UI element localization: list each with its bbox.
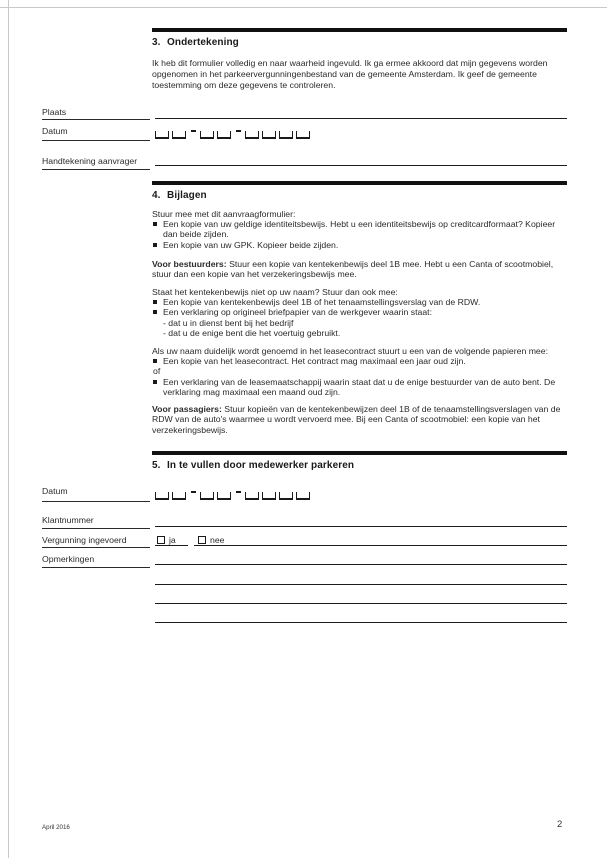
date-separator-dash	[236, 491, 241, 493]
opmerkingen-input-line-1[interactable]	[155, 564, 567, 565]
section4-heading	[152, 190, 207, 201]
bestuurders-paragraph	[152, 259, 569, 280]
datum-label-underline	[42, 140, 150, 141]
list-item	[152, 240, 569, 250]
klantnummer-label: Klantnummer	[42, 515, 94, 525]
section5-divider-bar	[152, 451, 567, 455]
list-item-text: Een verklaring op origineel briefpapier van de werkgever waarin staat:	[163, 307, 432, 318]
list-item-text: Een kopie van uw geldige identiteitsbewijs. Hebt u een identiteitsbewijs op creditcardformaat? Kopieer dan beide zijden.	[163, 219, 556, 240]
list-subitem-text: - dat u de enige bent die het voertuig gebruikt.	[163, 327, 341, 338]
section3-intro-text: Ik heb dit formulier volledig en naar waarheid ingevuld. Ik ga ermee akkoord dat mijn gegevens worden opgenomen in het parkeervergunningenbestand van de gemeente Amsterdam. Ik geef de gemeente toestemming om deze gegevens te controleren.	[152, 58, 548, 90]
section3-divider-bar	[152, 28, 567, 32]
datum-date-boxes	[155, 129, 313, 139]
passagiers-lead: Voor passagiers:	[152, 404, 222, 414]
list-item-text: Een verklaring van de leasemaatschappij waarin staat dat u de enige bestuurder van de auto bent. De verklaring mag maximaal een maand oud zijn.	[163, 376, 556, 397]
section3-title: Ondertekening	[167, 37, 239, 48]
section3-heading	[152, 37, 239, 48]
plaats-input-line[interactable]	[155, 118, 567, 119]
page-edge-left	[8, 0, 9, 858]
date-digit-box[interactable]	[296, 492, 310, 500]
date-digit-box[interactable]	[279, 492, 293, 500]
list-item-text: Een kopie van kentekenbewijs deel 1B of het tenaamstellingsverslag van de RDW.	[163, 297, 481, 307]
bullet-square-icon	[153, 310, 157, 314]
list-item	[152, 297, 569, 307]
section5-title: In te vullen door medewerker parkeren	[167, 460, 355, 471]
date-digit-box[interactable]	[296, 131, 310, 139]
bullet-square-icon	[153, 300, 157, 304]
date-digit-box[interactable]	[279, 131, 293, 139]
list-item	[152, 356, 569, 366]
vergunning-ingevoerd-label: Vergunning ingevoerd	[42, 535, 127, 545]
page-edge-top	[0, 7, 607, 8]
klantnummer-label-underline	[42, 528, 150, 529]
passagiers-paragraph	[152, 404, 569, 435]
bullet-square-icon	[153, 243, 157, 247]
plaats-label-underline	[42, 119, 150, 120]
section5-number: 5.	[152, 460, 161, 471]
checkbox-ja-label: ja	[169, 535, 176, 545]
date-digit-box[interactable]	[217, 131, 231, 139]
page-number: 2	[557, 819, 563, 830]
date-digit-box[interactable]	[245, 131, 259, 139]
section3-number: 3.	[152, 37, 161, 48]
passagiers-text: Stuur kopieën van de kentekenbewijzen deel 1B of de tenaamstellingsverslagen van de RDW van de auto's waarmee u wordt vervoerd mee. Bij een Canta of scootmobiel: een kopie van het verzekeringsbewijs.	[152, 404, 561, 435]
bullet-square-icon	[153, 380, 157, 384]
opmerkingen-input-line-4[interactable]	[155, 622, 567, 623]
date-separator-dash	[236, 130, 241, 132]
list-subitem-text: - dat u in dienst bent bij het bedrijf	[163, 317, 294, 328]
date-separator-dash	[191, 130, 196, 132]
list-item	[152, 377, 569, 398]
date-digit-box[interactable]	[155, 131, 169, 139]
section4-title: Bijlagen	[167, 190, 207, 201]
section4-bullet-list-1	[152, 219, 569, 250]
medewerker-datum-label-underline	[42, 501, 150, 502]
bullet-square-icon	[153, 222, 157, 226]
naam-bullet-list	[152, 297, 569, 338]
datum-label: Datum	[42, 126, 68, 136]
ja-input-line[interactable]	[155, 545, 188, 546]
date-digit-box[interactable]	[172, 492, 186, 500]
checkbox-nee-label: nee	[210, 535, 225, 545]
checkbox-nee[interactable]	[198, 536, 206, 544]
medewerker-datum-label: Datum	[42, 486, 68, 496]
bullet-square-icon	[153, 359, 157, 363]
opmerkingen-label-underline	[42, 567, 150, 568]
date-digit-box[interactable]	[262, 131, 276, 139]
handtekening-label: Handtekening aanvrager	[42, 156, 138, 166]
vergunning-label-underline	[42, 547, 150, 548]
bestuurders-text: Stuur een kopie van kentekenbewijs deel 1B mee. Hebt u een Canta of scootmobiel, stuur dan een kopie van het verzekeringsbewijs mee.	[152, 259, 554, 280]
checkbox-ja[interactable]	[157, 536, 165, 544]
section5-heading	[152, 460, 354, 471]
plaats-label: Plaats	[42, 107, 67, 117]
opmerkingen-input-line-3[interactable]	[155, 603, 567, 604]
nee-input-line[interactable]	[194, 545, 567, 546]
lease-intro-text: Als uw naam duidelijk wordt genoemd in het leasecontract stuurt u een van de volgende papieren mee:	[152, 346, 549, 356]
medewerker-datum-date-boxes	[155, 490, 313, 500]
section4-number: 4.	[152, 190, 161, 201]
opmerkingen-input-line-2[interactable]	[155, 584, 567, 585]
lease-of-text: of	[153, 366, 161, 377]
date-digit-box[interactable]	[245, 492, 259, 500]
date-digit-box[interactable]	[172, 131, 186, 139]
list-item	[152, 219, 569, 240]
bestuurders-lead: Voor bestuurders:	[152, 259, 227, 269]
klantnummer-input-line[interactable]	[155, 526, 567, 527]
opmerkingen-label: Opmerkingen	[42, 554, 95, 564]
footer-version-date: April 2016	[42, 824, 70, 831]
date-digit-box[interactable]	[200, 492, 214, 500]
section4-divider-bar	[152, 181, 567, 185]
date-digit-box[interactable]	[262, 492, 276, 500]
date-digit-box[interactable]	[217, 492, 231, 500]
list-item-text: Een kopie van het leasecontract. Het contract mag maximaal een jaar oud zijn.	[163, 356, 466, 366]
handtekening-input-line[interactable]	[155, 165, 567, 166]
date-separator-dash	[191, 491, 196, 493]
date-digit-box[interactable]	[155, 492, 169, 500]
list-item-text: Een kopie van uw GPK. Kopieer beide zijden.	[163, 239, 339, 250]
date-digit-box[interactable]	[200, 131, 214, 139]
naam-intro-text: Staat het kentekenbewijs niet op uw naam? Stuur dan ook mee:	[152, 287, 398, 297]
section4-intro-text: Stuur mee met dit aanvraagformulier:	[152, 209, 296, 219]
list-item	[152, 307, 569, 317]
handtekening-label-underline	[42, 169, 150, 170]
lease-bullet-list	[152, 356, 569, 397]
